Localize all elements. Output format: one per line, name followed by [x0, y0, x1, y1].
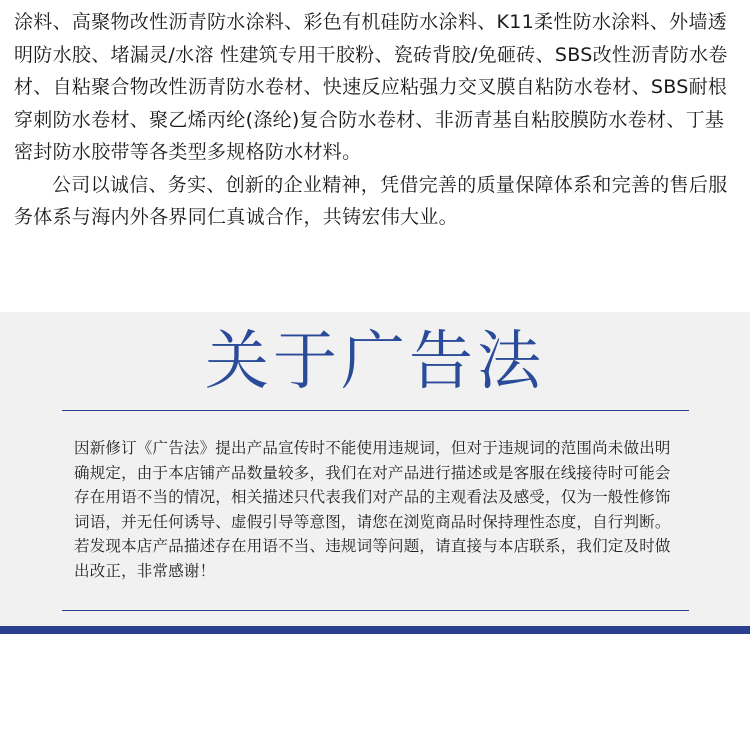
notice-divider-bottom [62, 610, 689, 611]
advertising-law-title: 关于广告法 [205, 325, 545, 399]
company-intro-text [14, 6, 738, 234]
footer-blue-band [0, 626, 750, 634]
company-values-paragraph: 公司以诚信、务实、创新的企业精神，凭借完善的质量保障体系和完善的售后服务体系与海内外各界同仁真诚合作，共铸宏伟大业。 [14, 173, 728, 228]
footer-blank-area [0, 634, 750, 750]
product-list-paragraph: 涂料、高聚物改性沥青防水涂料、彩色有机硅防水涂料、K11柔性防水涂料、外墙透明防水胶、堵漏灵/水溶 性建筑专用干胶粉、瓷砖背胶/免砸砖、SBS改性沥青防水卷材、自粘聚合物改性沥青防水卷材、快速反应粘强力交叉膜自粘防水卷材、SBS耐根穿刺防水卷材、聚乙烯丙纶(涤纶)复合防水卷材、非沥青基自粘胶膜防水卷材、丁基密封防水胶带等各类型多规格防水材料。 [14, 11, 728, 163]
advertising-law-notice: 因新修订《广告法》提出产品宣传时不能使用违规词，但对于违规词的范围尚未做出明确规定，由于本店铺产品数量较多，我们在对产品进行描述或是客服在线接待时可能会存在用语不当的情况，相关描述只代表我们对产品的主观看法及感受，仅为一般性修饰词语，并无任何诱导、虚假引导等意图，请您在浏览商品时保持理性态度，自行判断。若发现本店产品描述存在用语不当、违规词等问题，请直接与本店联系，我们定及时做出改正，非常感谢！ [74, 439, 671, 580]
title-divider-top [62, 410, 689, 411]
company-intro-section [0, 0, 750, 312]
